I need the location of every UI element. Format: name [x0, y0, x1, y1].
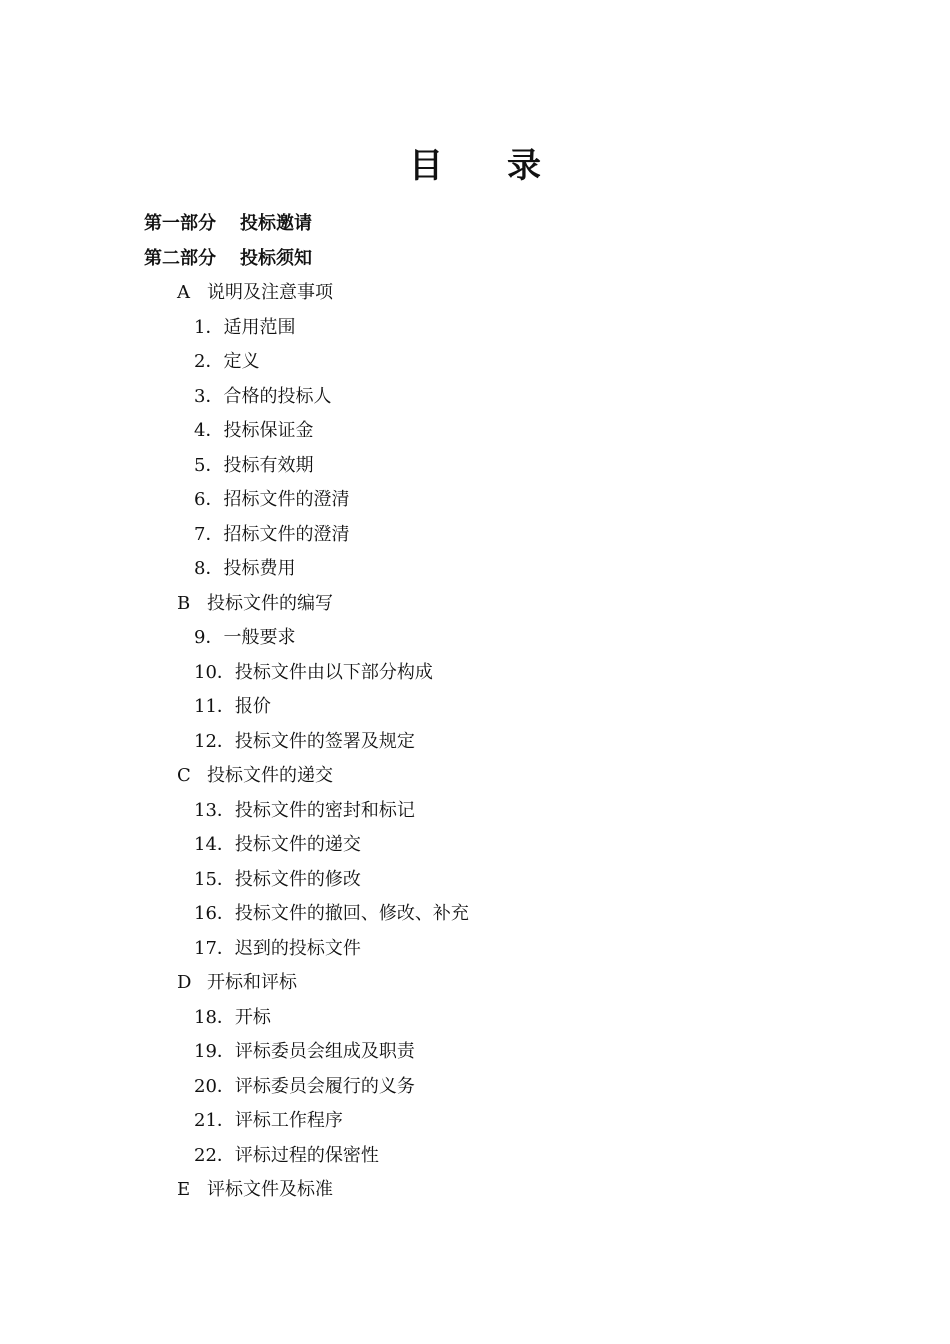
toc-text: 开标和评标 [207, 972, 297, 993]
toc-entry-part [0, 242, 950, 277]
toc-text: 适用范围 [223, 316, 296, 338]
toc-number: 20． [194, 1075, 235, 1097]
toc-number: 5． [194, 454, 224, 476]
toc-number: 7． [194, 523, 224, 545]
toc-entry-item [0, 1035, 950, 1070]
toc-number: 14． [194, 834, 235, 855]
toc-text: 投标文件的递交 [207, 765, 333, 786]
toc-entry-item [0, 380, 950, 415]
toc-text: 合格的投标人 [223, 385, 332, 407]
toc-number: A [177, 282, 190, 303]
toc-number: 22． [194, 1144, 235, 1166]
toc-number: 12． [194, 730, 235, 752]
toc-text: 报价 [234, 696, 271, 717]
toc-entry-item [0, 621, 950, 656]
toc-text: 投标文件由以下部分构成 [234, 661, 433, 683]
toc-text: 定义 [223, 351, 260, 372]
toc-number: 2． [194, 351, 224, 372]
toc-number: 16． [194, 903, 235, 924]
toc-number: B [177, 592, 191, 614]
toc-text: 投标须知 [240, 247, 312, 269]
toc-text: 评标工作程序 [234, 1110, 343, 1131]
toc-number: 9． [194, 627, 224, 648]
toc-entry-section [0, 759, 950, 794]
toc-entry-item [0, 345, 950, 380]
toc-entry-section [0, 276, 950, 311]
toc-number: 第一部分 [144, 213, 216, 234]
toc-entry-item [0, 897, 950, 932]
toc-entry-item [0, 483, 950, 518]
toc-number: 17． [194, 937, 235, 959]
toc-entry-item [0, 656, 950, 691]
toc-entry-item [0, 449, 950, 484]
toc-number: 15． [194, 868, 235, 890]
toc-text: 投标有效期 [223, 454, 314, 476]
toc-entry-item [0, 1104, 950, 1139]
toc-number: 3． [194, 385, 224, 407]
toc-text: 投标文件的递交 [234, 834, 361, 855]
toc-entry-section [0, 966, 950, 1001]
toc-text: 投标文件的修改 [234, 868, 361, 890]
toc-entry-part [0, 207, 950, 242]
toc-text: 投标邀请 [240, 213, 312, 234]
toc-number: 1． [194, 316, 224, 338]
toc-number: 21． [194, 1110, 235, 1131]
toc-text: 招标文件的澄清 [223, 489, 350, 510]
toc-number: 11． [194, 696, 235, 717]
toc-entry-item [0, 863, 950, 898]
toc-number: 18． [194, 1006, 235, 1028]
toc-entry-item [0, 1139, 950, 1174]
toc-text: 评标文件及标准 [207, 1179, 333, 1200]
toc-entry-item [0, 828, 950, 863]
toc-entry-item [0, 311, 950, 346]
toc-text: 投标文件的撤回、修改、补充 [234, 903, 469, 924]
toc-entry-section [0, 587, 950, 622]
toc-number: 第二部分 [144, 247, 216, 269]
toc-text: 开标 [234, 1006, 271, 1028]
toc-number: C [177, 765, 191, 786]
toc-text: 一般要求 [223, 627, 296, 648]
title-char-1: 目 [409, 145, 443, 186]
toc-text: 迟到的投标文件 [234, 937, 361, 959]
toc-text: 投标保证金 [223, 420, 314, 441]
title-char-2: 录 [507, 145, 541, 186]
toc-number: 4． [194, 420, 224, 441]
toc-entry-item [0, 518, 950, 553]
table-of-contents [0, 207, 950, 1208]
toc-entry-item [0, 725, 950, 760]
toc-entry-item [0, 1001, 950, 1036]
toc-entry-item [0, 932, 950, 967]
toc-entry-item [0, 414, 950, 449]
toc-entry-item [0, 552, 950, 587]
toc-entry-item [0, 1070, 950, 1105]
toc-text: 评标过程的保密性 [234, 1144, 379, 1166]
toc-entry-section [0, 1173, 950, 1208]
toc-text: 投标文件的密封和标记 [234, 799, 415, 821]
toc-text: 说明及注意事项 [207, 282, 333, 303]
toc-number: 19． [194, 1041, 235, 1062]
toc-number: 6． [194, 489, 224, 510]
toc-entry-item [0, 794, 950, 829]
toc-entry-item [0, 690, 950, 725]
page-title [0, 140, 950, 184]
toc-text: 评标委员会履行的义务 [234, 1075, 415, 1097]
toc-text: 招标文件的澄清 [223, 523, 350, 545]
toc-number: 13． [194, 799, 235, 821]
toc-number: 8． [194, 558, 224, 579]
toc-text: 评标委员会组成及职责 [234, 1041, 415, 1062]
toc-number: D [177, 972, 192, 993]
toc-text: 投标文件的签署及规定 [234, 730, 415, 752]
toc-text: 投标文件的编写 [207, 592, 333, 614]
toc-number: E [177, 1179, 191, 1200]
toc-text: 投标费用 [223, 558, 296, 579]
toc-number: 10． [194, 661, 235, 683]
